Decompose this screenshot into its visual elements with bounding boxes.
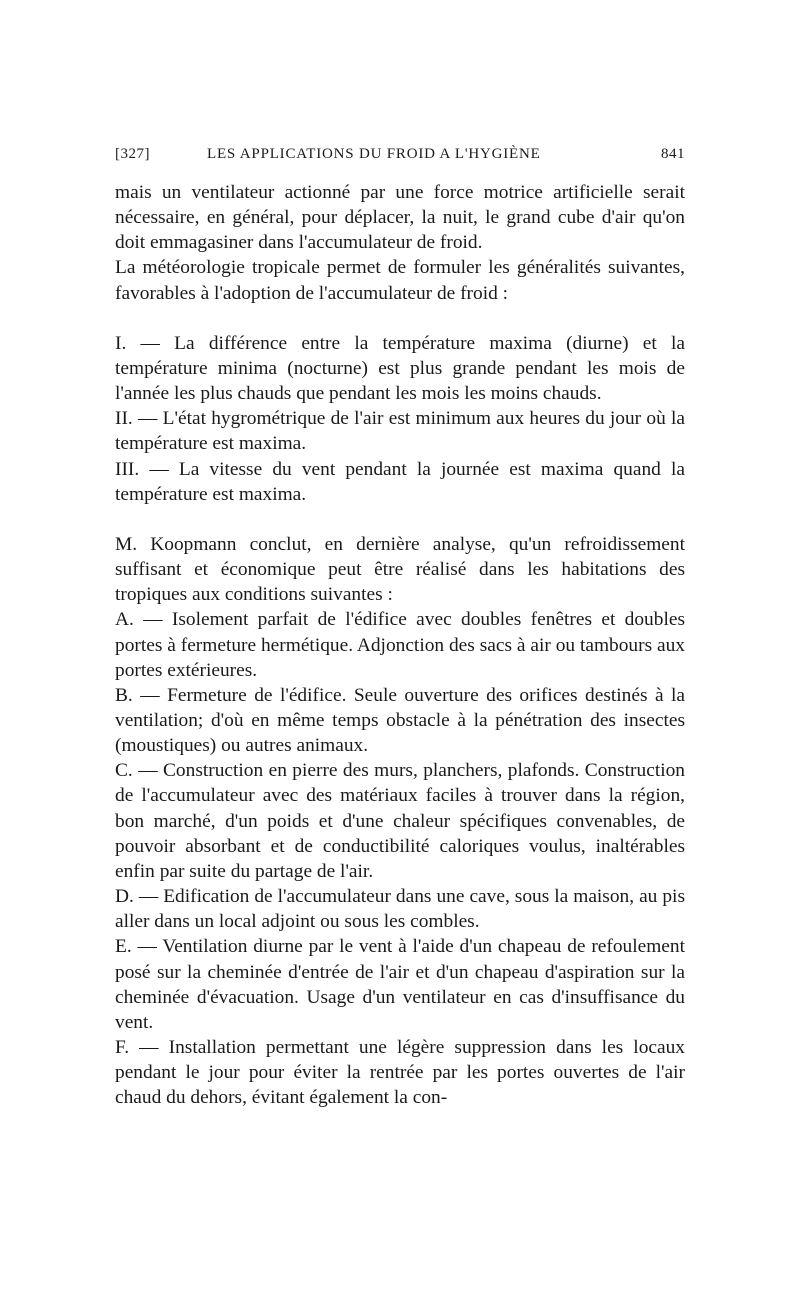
list-item-i: I. — La différence entre la température maxima (diurne) et la température minima (nocturne) est plus grande pendant les mois de l'année les plus chauds que pendant les mois les moins chauds. bbox=[115, 332, 685, 405]
spacer bbox=[115, 507, 685, 532]
list-item-b: B. — Fermeture de l'édifice. Seule ouverture des orifices destinés à la ventilation; d'où en même temps obstacle à la pénétration des insectes (moustiques) ou autres animaux. bbox=[115, 684, 685, 757]
list-item-c: C. — Construction en pierre des murs, planchers, plafonds. Construction de l'accumulateur avec des matériaux faciles à trouver dans la région, bon marché, d'un poids et d'une chaleur spécifiques convenables, de pouvoir absorbant et de conductibilité caloriques voulus, inaltérables enfin par suite du partage de l'air. bbox=[115, 760, 685, 882]
list-item-d: D. — Edification de l'accumulateur dans une cave, sous la maison, au pis aller dans un local adjoint ou sous les combles. bbox=[115, 886, 685, 933]
list-item-a: A. — Isolement parfait de l'édifice avec doubles fenêtres et doubles portes à fermeture hermétique. Adjonction des sacs à air ou tambours aux portes extérieures. bbox=[115, 609, 685, 681]
spacer bbox=[115, 306, 685, 331]
page-number: 841 bbox=[661, 146, 685, 162]
running-head bbox=[115, 146, 685, 170]
paragraph-meteorology: La météorologie tropicale permet de formuler les généralités suivantes, favorables à l'adoption de l'accumulateur de froid : bbox=[115, 257, 685, 304]
list-item-e: E. — Ventilation diurne par le vent à l'aide d'un chapeau de refoulement posé sur la cheminée d'entrée de l'air et d'un chapeau d'aspiration sur la cheminée d'évacuation. Usage d'un ventilateur en cas d'insuffisance du vent. bbox=[115, 936, 685, 1033]
body-text bbox=[115, 180, 685, 1110]
list-item-iii: III. — La vitesse du vent pendant la journée est maxima quand la température est maxima. bbox=[115, 458, 685, 505]
running-title: LES APPLICATIONS DU FROID A L'HYGIÈNE bbox=[207, 146, 541, 162]
section-reference: [327] bbox=[115, 146, 150, 162]
paragraph-koopmann: M. Koopmann conclut, en dernière analyse, qu'un refroidissement suffisant et économique peut être réalisé dans les habitations des tropiques aux conditions suivantes : bbox=[115, 533, 685, 606]
list-item-ii: II. — L'état hygrométrique de l'air est minimum aux heures du jour où la température est maxima. bbox=[115, 408, 685, 455]
paragraph-continuation: mais un ventilateur actionné par une force motrice artificielle serait nécessaire, en général, pour déplacer, la nuit, le grand cube d'air qu'on doit emmagasiner dans l'accumulateur de froid. bbox=[115, 182, 685, 254]
list-item-f: F. — Installation permettant une légère suppression dans les locaux pendant le jour pour éviter la rentrée par les portes ouvertes de l'air chaud du dehors, évitant également la con- bbox=[115, 1037, 685, 1109]
page bbox=[115, 146, 685, 1110]
